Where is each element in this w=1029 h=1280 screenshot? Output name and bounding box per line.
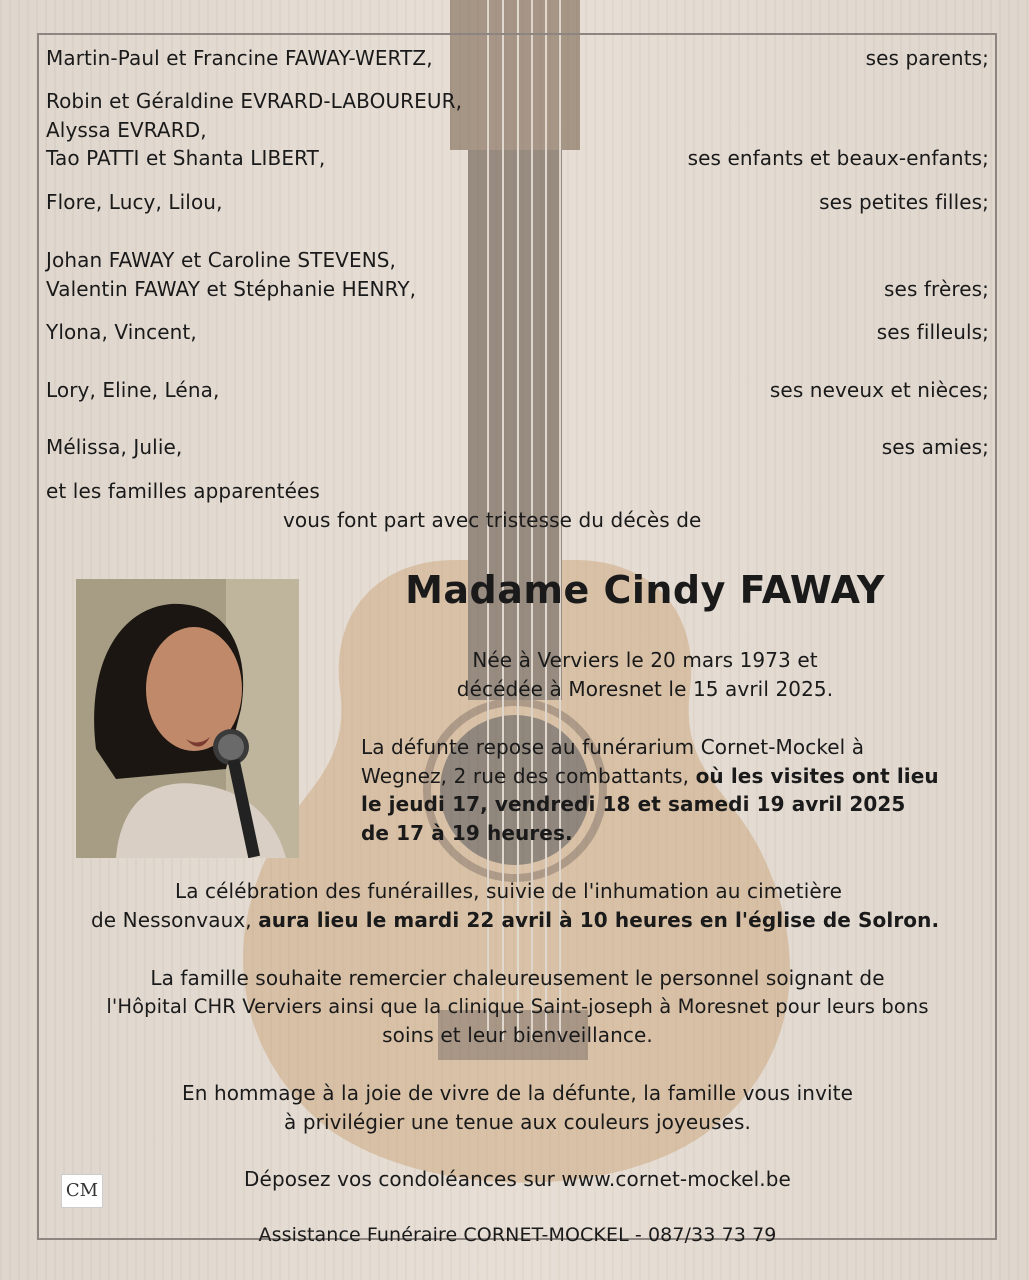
thanks-line-3: soins et leur bienveillance. xyxy=(382,1023,653,1047)
family-godchildren-names: Ylona, Vincent, xyxy=(46,320,197,344)
rest-line-2-bold: où les visites ont lieu xyxy=(695,764,939,788)
thanks-line-1: La famille souhaite remercier chaleureusement le personnel soignant de xyxy=(150,966,885,990)
homage-line-1: En hommage à la joie de vivre de la défunte, la famille vous invite xyxy=(181,1081,854,1105)
portrait-photo xyxy=(76,579,299,858)
family-children-relation: ses enfants et beaux-enfants; xyxy=(687,146,989,170)
visits-dates: le jeudi 17, vendredi 18 et samedi 19 avril 2025 xyxy=(361,792,906,816)
family-siblings-relation: ses frères; xyxy=(884,277,989,301)
family-godchildren-relation: ses filleuls; xyxy=(876,320,989,344)
homage-line-2: à privilégier une tenue aux couleurs joyeuses. xyxy=(284,1110,751,1134)
birth-line: Née à Verviers le 20 mars 1973 et xyxy=(472,648,818,672)
visits-hours: de 17 à 19 heures. xyxy=(361,821,573,845)
funeral-line-2-bold: aura lieu le mardi 22 avril à 10 heures en l'église de Solron. xyxy=(258,908,940,932)
logo-text: CM xyxy=(65,1180,99,1201)
family-nephews-relation: ses neveux et nièces; xyxy=(769,378,989,402)
family-nephews-names: Lory, Eline, Léna, xyxy=(46,378,220,402)
families-line: et les familles apparentées xyxy=(46,479,320,503)
family-siblings-name-1: Johan FAWAY et Caroline STEVENS, xyxy=(46,248,397,272)
rest-line-2-plain: Wegnez, 2 rue des combattants, xyxy=(361,764,696,788)
family-parents-names: Martin-Paul et Francine FAWAY-WERTZ, xyxy=(46,46,433,70)
funeral-line-2 xyxy=(91,906,939,935)
rest-line-1: La défunte repose au funérarium Cornet-Mockel à xyxy=(361,735,865,759)
family-children-name-3: Tao PATTI et Shanta LIBERT, xyxy=(46,146,326,170)
family-siblings-name-2: Valentin FAWAY et Stéphanie HENRY, xyxy=(46,277,417,301)
family-friends-names: Mélissa, Julie, xyxy=(46,435,183,459)
deceased-name: Madame Cindy FAWAY xyxy=(405,568,885,612)
condolences-line: Déposez vos condoléances sur www.cornet-mockel.be xyxy=(244,1167,791,1191)
family-children-name-2: Alyssa EVRARD, xyxy=(46,118,207,142)
funeral-line-2-plain: de Nessonvaux, xyxy=(91,908,259,932)
death-line: décédée à Moresnet le 15 avril 2025. xyxy=(456,677,834,701)
family-grandchildren-names: Flore, Lucy, Lilou, xyxy=(46,190,223,214)
funeral-line-1: La célébration des funérailles, suivie de l'inhumation au cimetière xyxy=(175,879,843,903)
family-parents-relation: ses parents; xyxy=(865,46,989,70)
family-friends-relation: ses amies; xyxy=(881,435,989,459)
family-grandchildren-relation: ses petites filles; xyxy=(819,190,989,214)
footer-line: Assistance Funéraire CORNET-MOCKEL - 087/33 73 79 xyxy=(258,1224,777,1246)
thanks-line-2: l'Hôpital CHR Verviers ainsi que la clinique Saint-joseph à Moresnet pour leurs bons xyxy=(106,995,929,1018)
rest-line-2 xyxy=(361,762,939,791)
family-children-name-1: Robin et Géraldine EVRARD-LABOUREUR, xyxy=(46,89,463,113)
announce-line: vous font part avec tristesse du décès de xyxy=(283,508,702,532)
